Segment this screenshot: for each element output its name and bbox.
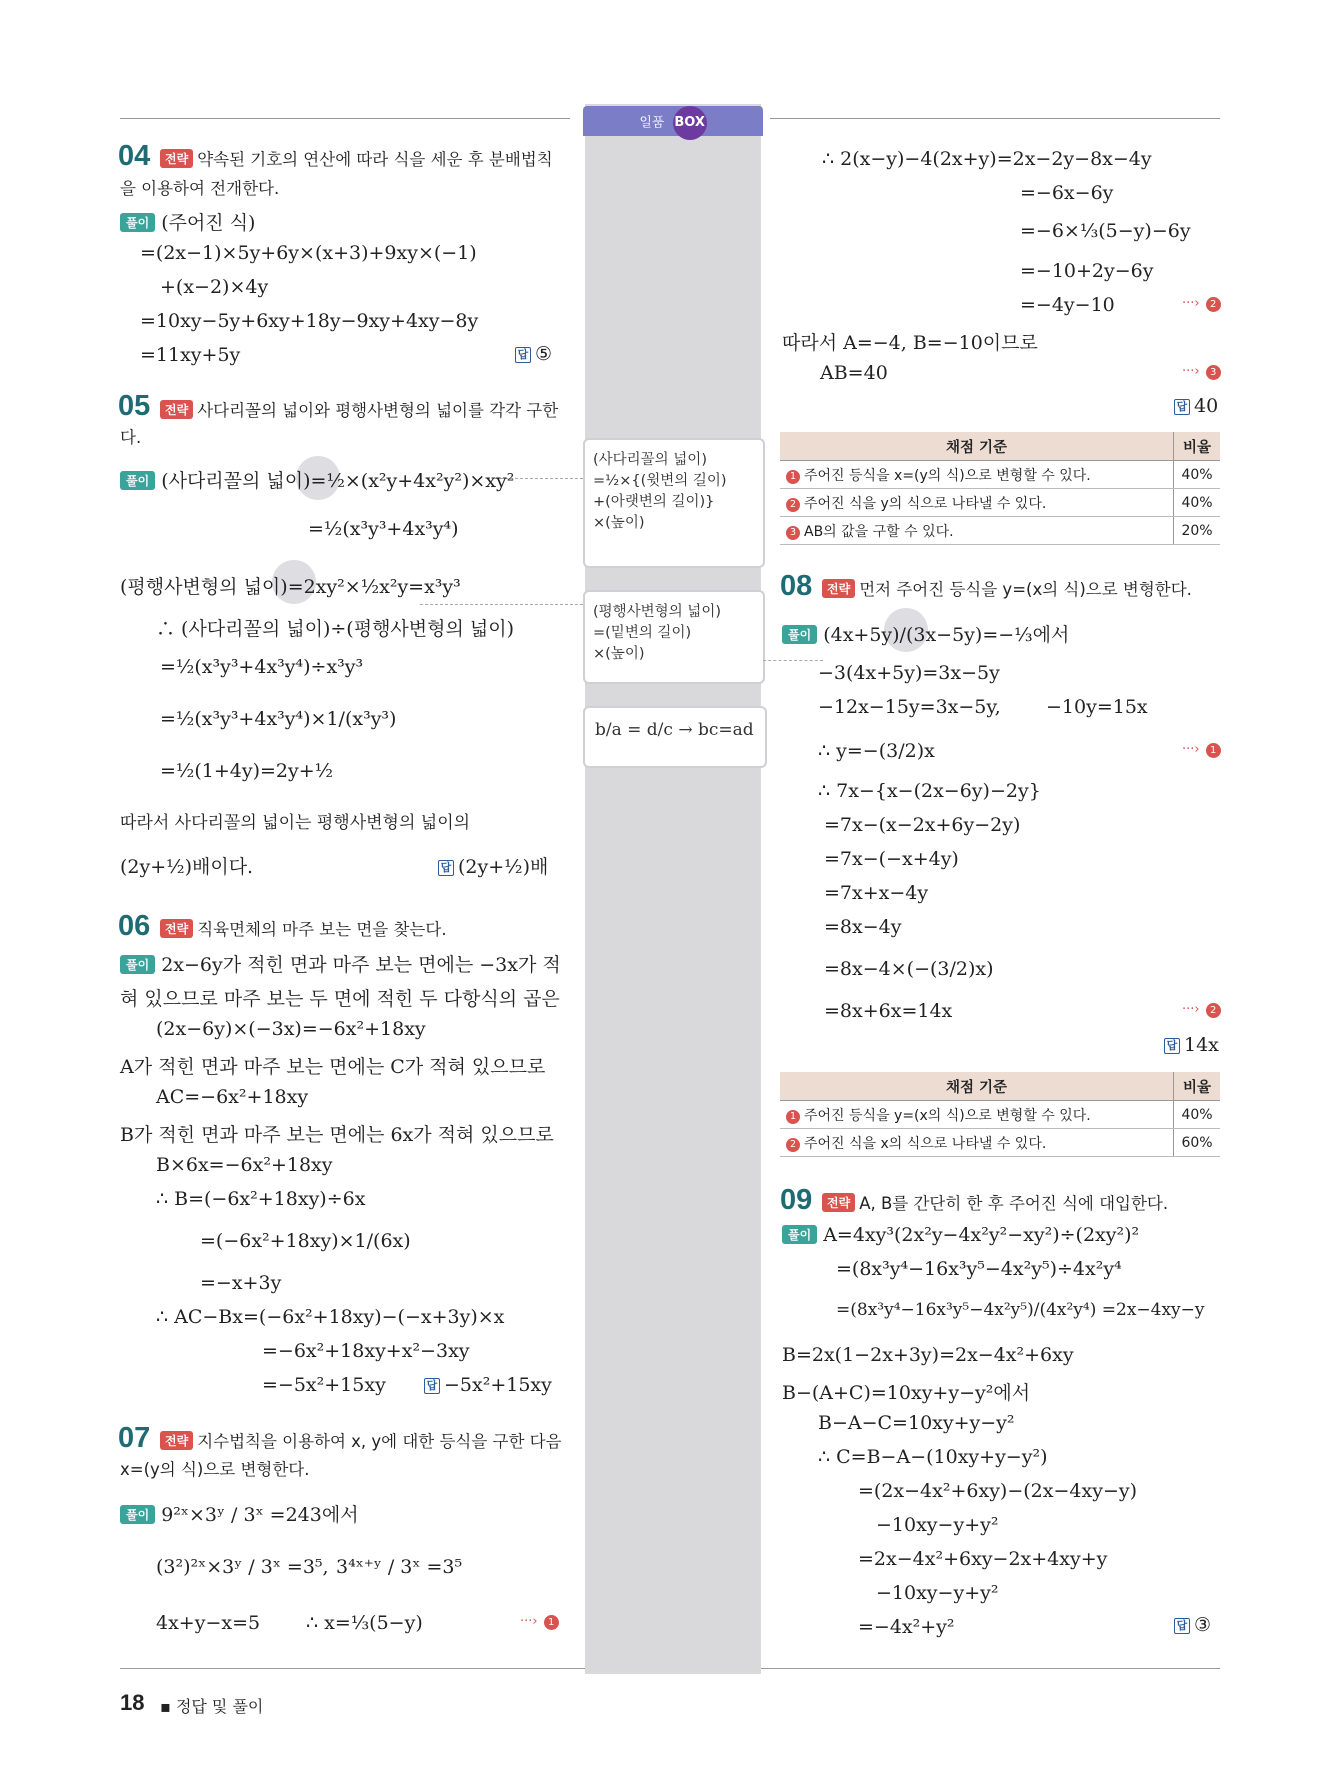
note-parallelogram (583, 590, 765, 684)
answer-value: ③ (1194, 1614, 1212, 1636)
solution-line: =−4y−10 (1020, 294, 1115, 316)
solution-line: =½(x³y³+4x³y⁴)÷x³y³ (160, 656, 364, 678)
footer-title-text: 정답 및 풀이 (175, 1697, 264, 1716)
strategy-text: 먼저 주어진 등식을 y=(x의 식)으로 변형한다. (859, 580, 1192, 599)
answer-icon: 답 (1174, 1618, 1190, 1634)
solution-line: =−6x−6y (1020, 182, 1114, 204)
table-row (780, 489, 1220, 517)
top-rule-right (770, 118, 1220, 119)
strategy (822, 576, 1192, 600)
criterion-text: 주어진 식을 y의 식으로 나타낼 수 있다. (804, 495, 1047, 512)
strategy-tag: 전략 (822, 579, 855, 598)
scoring-table (780, 1072, 1220, 1157)
answer-value: 14x (1184, 1034, 1219, 1056)
solution-line (782, 1224, 1139, 1246)
dash-connector (420, 604, 583, 605)
top-rule-left (120, 118, 570, 119)
strategy-tag: 전략 (822, 1193, 855, 1212)
solution-tag: 풀이 (120, 471, 155, 490)
table-row (780, 1129, 1220, 1157)
dash-connector (763, 660, 823, 661)
solution-line (120, 1500, 359, 1527)
strategy-tag: 전략 (160, 149, 193, 168)
solution-line: A가 적힌 면과 마주 보는 면에는 C가 적혀 있으므로 (120, 1056, 546, 1078)
answer-value: −5x²+15xy (444, 1374, 552, 1396)
solution-line: −10y=15x (1046, 696, 1148, 718)
solution-line: =−6×⅓(5−y)−6y (1020, 220, 1191, 242)
answer (515, 343, 552, 365)
step-number: 1 (544, 1615, 559, 1630)
solution-line: =(8x³y⁴−16x³y⁵−4x²y⁵)/(4x²y⁴) =2x−4xy−y (836, 1300, 1205, 1320)
solution-line (782, 620, 1069, 647)
solution-line: B=2x(1−2x+3y)=2x−4x²+6xy (782, 1344, 1074, 1366)
solution-line: =½(x³y³+4x³y⁴) (308, 518, 459, 540)
answer (438, 852, 548, 879)
answer-value: 40 (1194, 395, 1219, 417)
problem-number: 08 (780, 570, 813, 602)
answer-icon: 답 (424, 1378, 440, 1394)
step-marker: ···› 2 (1182, 1002, 1221, 1018)
solution-line: (3²)²ˣ×3ʸ / 3ˣ =3⁵, (156, 1556, 329, 1578)
solution-text: (4x+5y)/(3x−5y)=−⅓에서 (823, 624, 1070, 646)
strategy-text: 직육면체의 마주 보는 면을 찾는다. (197, 920, 447, 939)
solution-line: =(8x³y⁴−16x³y⁵−4x²y⁵)÷4x²y⁴ (836, 1258, 1122, 1280)
note-line: =(밑변의 길이) (593, 625, 692, 641)
step-marker: ···› 2 (1182, 296, 1221, 312)
note-line: +(아랫변의 길이)} (593, 494, 715, 510)
solution-line: =−4x²+y² (858, 1616, 955, 1638)
solution-line: ∴ (사다리꼴의 넓이)÷(평행사변형의 넓이) (156, 618, 514, 640)
solution-line: =10xy−5y+6xy+18y−9xy+4xy−8y (140, 310, 479, 332)
solution-tag: 풀이 (782, 1225, 817, 1244)
solution-line (120, 466, 514, 493)
table-header: 비율 (1174, 1072, 1221, 1101)
table-row (780, 517, 1220, 545)
scoring-table (780, 432, 1220, 545)
solution-line: B×6x=−6x²+18xy (156, 1154, 333, 1176)
table-row (780, 461, 1220, 489)
note-line: ×(높이) (593, 646, 645, 662)
footer-title: ▪ 정답 및 풀이 (160, 1697, 264, 1716)
solution-text: (주어진 식) (161, 212, 256, 234)
solution-line: =(−6x²+18xy)×1/(6x) (200, 1230, 411, 1252)
solution-line: ∴ x=⅓(5−y) (306, 1612, 423, 1634)
solution-line: ∴ 7x−{x−(2x−6y)−2y} (818, 780, 1041, 802)
criterion-text: AB의 값을 구할 수 있다. (804, 523, 954, 540)
solution-line: =8x−4×(−(3/2)x) (824, 958, 994, 980)
solution-line: AB=40 (820, 362, 888, 384)
solution-line: =(2x−4x²+6xy)−(2x−4xy−y) (858, 1480, 1138, 1502)
step-number: 1 (1206, 743, 1221, 758)
solution-line: B−A−C=10xy+y−y² (818, 1412, 1015, 1434)
box-label: BOX (673, 106, 707, 140)
box-tab (583, 106, 763, 136)
solution-tag: 풀이 (120, 1505, 155, 1524)
solution-line: =7x+x−4y (824, 882, 929, 904)
strategy-text: 지수법칙을 이용하여 x, y에 대한 등식을 구한 다음 (197, 1432, 562, 1451)
criterion-number: 3 (786, 526, 800, 540)
solution-text: A=4xy³(2x²y−4x²y²−xy²)÷(2xy²)² (823, 1224, 1140, 1246)
strategy (160, 146, 553, 170)
solution-line: ∴ AC−Bx=(−6x²+18xy)−(−x+3y)×x (156, 1306, 505, 1328)
solution-line: ∴ C=B−A−(10xy+y−y²) (818, 1446, 1048, 1468)
answer-value: (2y+½)배 (458, 856, 549, 878)
strategy (160, 1428, 562, 1452)
answer-icon: 답 (515, 347, 531, 363)
note-line: b/a = d/c → bc=ad (595, 720, 754, 740)
problem-number: 09 (780, 1184, 813, 1216)
problem-number: 06 (118, 910, 151, 942)
solution-line: B−(A+C)=10xy+y−y²에서 (782, 1382, 1031, 1404)
answer (1174, 1614, 1211, 1636)
criterion-text: 주어진 등식을 x=(y의 식)으로 변형할 수 있다. (804, 467, 1091, 484)
solution-text: (사다리꼴의 넓이)=½×(x²y+4x²y²)×xy² (161, 470, 515, 492)
solution-line: 따라서 사다리꼴의 넓이는 평행사변형의 넓이의 (120, 813, 471, 833)
solution-line: =8x−4y (824, 916, 902, 938)
criterion-text: 주어진 등식을 y=(x의 식)으로 변형할 수 있다. (804, 1107, 1091, 1124)
strategy-tag: 전략 (160, 919, 193, 938)
strategy-text: 약속된 기호의 연산에 따라 식을 세운 후 분배법칙 (197, 150, 553, 169)
solution-line: ∴ B=(−6x²+18xy)÷6x (156, 1188, 366, 1210)
note-trapezoid (583, 438, 765, 568)
solution-line: =(2x−1)×5y+6y×(x+3)+9xy×(−1) (140, 242, 477, 264)
solution-line: (평행사변형의 넓이)=2xy²×½x²y=x³y³ (120, 576, 461, 598)
strategy (160, 916, 447, 940)
solution-line: =7x−(−x+4y) (824, 848, 959, 870)
strategy-tag: 전략 (160, 1431, 193, 1450)
criterion-ratio: 20% (1174, 517, 1221, 545)
solution-line: =−x+3y (200, 1272, 282, 1294)
answer (424, 1374, 552, 1396)
problem-number: 07 (118, 1422, 151, 1454)
solution-line: =½(x³y³+4x³y⁴)×1/(x³y³) (160, 708, 397, 730)
solution-line: −10xy−y+y² (876, 1514, 999, 1536)
strategy-tag: 전략 (160, 400, 193, 419)
solution-line: =8x+6x=14x (824, 1000, 953, 1022)
answer-value: ⑤ (535, 343, 553, 365)
solution-line: B가 적힌 면과 마주 보는 면에는 6x가 적혀 있으므로 (120, 1124, 554, 1146)
solution-line: (2x−6y)×(−3x)=−6x²+18xy (156, 1018, 426, 1040)
criterion-text: 주어진 식을 x의 식으로 나타낼 수 있다. (804, 1135, 1047, 1152)
note-line: (평행사변형의 넓이) (593, 604, 721, 620)
solution-line: ∴ 2(x−y)−4(2x+y)=2x−2y−8x−4y (822, 148, 1152, 170)
criterion-number: 2 (786, 1138, 800, 1152)
solution-line: ∴ y=−(3/2)x (818, 740, 935, 762)
criterion-number: 1 (786, 470, 800, 484)
solution-line: (2y+½)배이다. (120, 856, 254, 878)
answer (1174, 395, 1218, 417)
strategy-text: 을 이용하여 전개한다. (120, 179, 280, 198)
criterion-number: 1 (786, 1110, 800, 1124)
strategy-text: 다. (120, 428, 142, 447)
solution-line: AC=−6x²+18xy (156, 1086, 309, 1108)
solution-line: +(x−2)×4y (160, 276, 269, 298)
solution-line: 따라서 A=−4, B=−10이므로 (782, 332, 1038, 354)
answer (1164, 1034, 1219, 1056)
criterion-ratio: 40% (1174, 461, 1221, 489)
solution-line: 3⁴ˣ⁺ʸ / 3ˣ =3⁵ (336, 1556, 463, 1578)
problem-number: 05 (118, 390, 151, 422)
solution-line (120, 208, 255, 235)
solution-line: −3(4x+5y)=3x−5y (818, 662, 1000, 684)
solution-line: =½(1+4y)=2y+½ (160, 760, 334, 782)
solution-line: =−10+2y−6y (1020, 260, 1154, 282)
answer-icon: 답 (438, 860, 454, 876)
step-marker: ···› 1 (520, 1614, 559, 1630)
table-row (780, 1101, 1220, 1129)
solution-line: =2x−4x²+6xy−2x+4xy+y (858, 1548, 1108, 1570)
step-marker: ···› 1 (1182, 742, 1221, 758)
answer-icon: 답 (1174, 399, 1190, 415)
problem-number: 04 (118, 140, 151, 172)
solution-tag: 풀이 (782, 625, 817, 644)
table-header: 채점 기준 (780, 432, 1174, 461)
strategy-text: 사다리꼴의 넓이와 평행사변형의 넓이를 각각 구한 (197, 401, 559, 420)
step-number: 3 (1206, 365, 1221, 380)
strategy-text: x=(y의 식)으로 변형한다. (120, 1460, 310, 1479)
strategy (160, 397, 558, 421)
solution-line (120, 950, 561, 977)
criterion-ratio: 60% (1174, 1129, 1221, 1157)
box-column (585, 104, 761, 1674)
solution-tag: 풀이 (120, 213, 155, 232)
answer-icon: 답 (1164, 1038, 1180, 1054)
solution-line: 혀 있으므로 마주 보는 두 면에 적힌 두 다항식의 곱은 (120, 988, 560, 1010)
step-number: 2 (1206, 1003, 1221, 1018)
solution-line: =−5x²+15xy (262, 1374, 386, 1396)
strategy-text: A, B를 간단히 한 후 주어진 식에 대입한다. (859, 1194, 1169, 1213)
strategy (822, 1190, 1168, 1214)
step-marker: ···› 3 (1182, 364, 1221, 380)
solution-line: −10xy−y+y² (876, 1582, 999, 1604)
note-line: (사다리꼴의 넓이) (593, 452, 707, 468)
page-number: 18 (120, 1690, 145, 1715)
note-line: =½×{(윗변의 길이) (593, 473, 727, 489)
solution-text: 2x−6y가 적힌 면과 마주 보는 면에는 −3x가 적 (161, 954, 561, 976)
solution-line: =7x−(x−2x+6y−2y) (824, 814, 1021, 836)
note-proportion (583, 706, 767, 768)
solution-line: −12x−15y=3x−5y, (818, 696, 1001, 718)
step-number: 2 (1206, 297, 1221, 312)
solution-text: 9²ˣ×3ʸ / 3ˣ =243에서 (161, 1504, 359, 1526)
table-header: 채점 기준 (780, 1072, 1174, 1101)
criterion-number: 2 (786, 498, 800, 512)
criterion-ratio: 40% (1174, 1101, 1221, 1129)
note-line: ×(높이) (593, 515, 645, 531)
table-header: 비율 (1174, 432, 1221, 461)
solution-tag: 풀이 (120, 955, 155, 974)
solution-line: =11xy+5y (140, 344, 241, 366)
solution-line: =−6x²+18xy+x²−3xy (262, 1340, 470, 1362)
criterion-ratio: 40% (1174, 489, 1221, 517)
box-prefix: 일품 (639, 115, 665, 131)
solution-line: 4x+y−x=5 (156, 1612, 261, 1634)
